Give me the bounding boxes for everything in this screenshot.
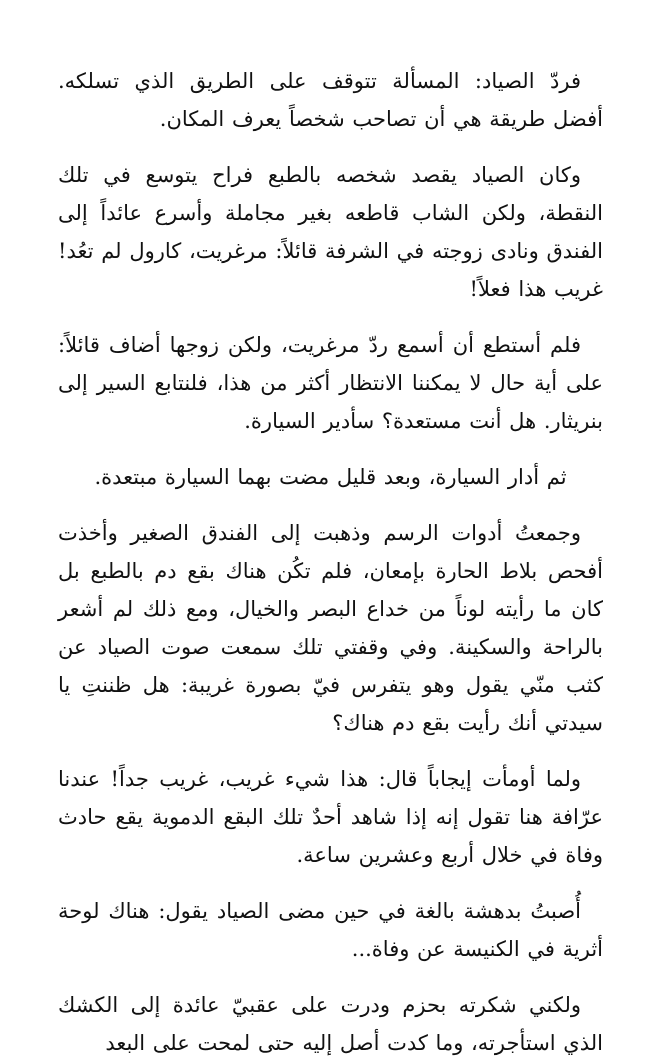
paragraph-return-to-kiosk: ولكني شكرته بحزم ودرت على عقبيّ عائدة إلى الكشك الذي استأجرته، وما كدت أصل إليه حتى لمحت على البعد: [58, 993, 603, 1055]
paragraph-fisherman-reply: فردّ الصياد: المسألة تتوقف على الطريق الذي تسلكه. أفضل طريقة هي أن تصاحب شخصاً يعرف المكان.: [58, 69, 603, 131]
paragraph-fortune-teller: ولما أومأت إيجاباً قال: هذا شيء غريب، غريب جداً! عندنا عرّافة هنا تقول إنه إذا شاهد أحدٌ تلك البقع الدموية يقع حادث وفاة في خلال أربع وعشرين ساعة.: [58, 767, 603, 867]
paragraph-astonishment: أُصبتُ بدهشة بالغة في حين مضى الصياد يقول: هناك لوحة أثرية في الكنيسة عن وفاة...: [58, 899, 603, 961]
paragraph-car-departs: ثم أدار السيارة، وبعد قليل مضت بهما السيارة مبتعدة.: [94, 465, 567, 489]
paragraph-young-man-calls-wife: وكان الصياد يقصد شخصه بالطبع فراح يتوسع في تلك النقطة، ولكن الشاب قاطعه بغير مجاملة وأسرع عائداً إلى الفندق ونادى زوجته في الشرفة قائلاً: مرغريت، كارول لم تعُد! غريب هذا فعلاً!: [58, 163, 603, 301]
paragraph-husband-decides-to-leave: فلم أستطع أن أسمع ردّ مرغريت، ولكن زوجها أضاف قائلاً: على أية حال لا يمكننا الانتظار أكثر من هذا، فلنتابع السير إلى بنريثار. هل أنت مستعدة؟ سأدير السيارة.: [58, 333, 603, 433]
paragraph-examining-tiles: وجمعتُ أدوات الرسم وذهبت إلى الفندق الصغير وأخذت أفحص بلاط الحارة بإمعان، فلم تكُن هناك بقع دم بالطبع بل كان ما رأيته لوناً من خداع البصر والخيال، ومع ذلك لم أشعر بالراحة والسكينة. وفي وقفتي تلك سمعت صوت الصياد عن كثب منّي يقول وهو يتفرس فيّ بصورة غريبة: هل ظننتِ يا سيدتي أنك رأيت بقع دم هناك؟: [58, 521, 603, 735]
